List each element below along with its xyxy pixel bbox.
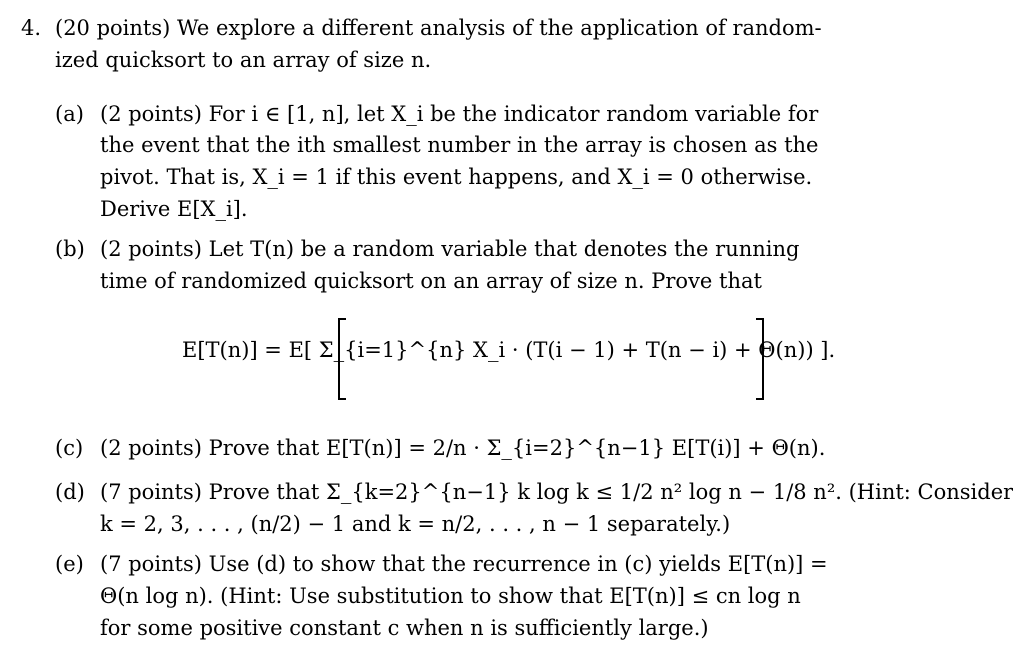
part-b-line-2: time of randomized quicksort on an array of size n. Prove that: [100, 269, 762, 293]
part-b-line-1: (2 points) Let T(n) be a random variable that denotes the running: [100, 237, 800, 261]
left-big-bracket: [338, 318, 346, 400]
part-c-label: (c): [55, 436, 84, 460]
problem-number: 4.: [21, 16, 42, 40]
part-a-line-3: pivot. That is, X_i = 1 if this event happens, and X_i = 0 otherwise.: [100, 165, 813, 189]
part-b-equation: [182, 334, 835, 366]
part-a-line-4: Derive E[X_i].: [100, 197, 248, 221]
part-e-line-2: Θ(n log n). (Hint: Use substitution to show that E[T(n)] ≤ cn log n: [100, 584, 801, 608]
part-d-line-1: (7 points) Prove that Σ_{k=2}^{n−1} k log k ≤ 1/2 n² log n − 1/8 n². (Hint: Consider: [100, 480, 1013, 504]
part-e-label: (e): [55, 552, 84, 576]
equation-text: E[T(n)] = E[ Σ_{i=1}^{n} X_i · (T(i − 1) + T(n − i) + Θ(n)) ].: [182, 338, 836, 362]
problem-intro-line-2: ized quicksort to an array of size n.: [55, 48, 432, 72]
part-d-line-2: k = 2, 3, . . . , (n/2) − 1 and k = n/2, . . . , n − 1 separately.): [100, 512, 731, 536]
part-b-label: (b): [55, 237, 85, 261]
part-a-label: (a): [55, 102, 84, 126]
part-d-label: (d): [55, 480, 85, 504]
part-c-text: (2 points) Prove that E[T(n)] = 2/n · Σ_{i=2}^{n−1} E[T(i)] + Θ(n).: [100, 436, 826, 460]
right-big-bracket: [756, 318, 764, 400]
part-a-line-2: the event that the ith smallest number in the array is chosen as the: [100, 133, 819, 157]
part-e-line-3: for some positive constant c when n is sufficiently large.): [100, 616, 709, 640]
part-a-line-1: (2 points) For i ∈ [1, n], let X_i be the indicator random variable for: [100, 102, 819, 126]
problem-intro-line-1: (20 points) We explore a different analysis of the application of random-: [55, 16, 822, 40]
part-e-line-1: (7 points) Use (d) to show that the recurrence in (c) yields E[T(n)] =: [100, 552, 828, 576]
